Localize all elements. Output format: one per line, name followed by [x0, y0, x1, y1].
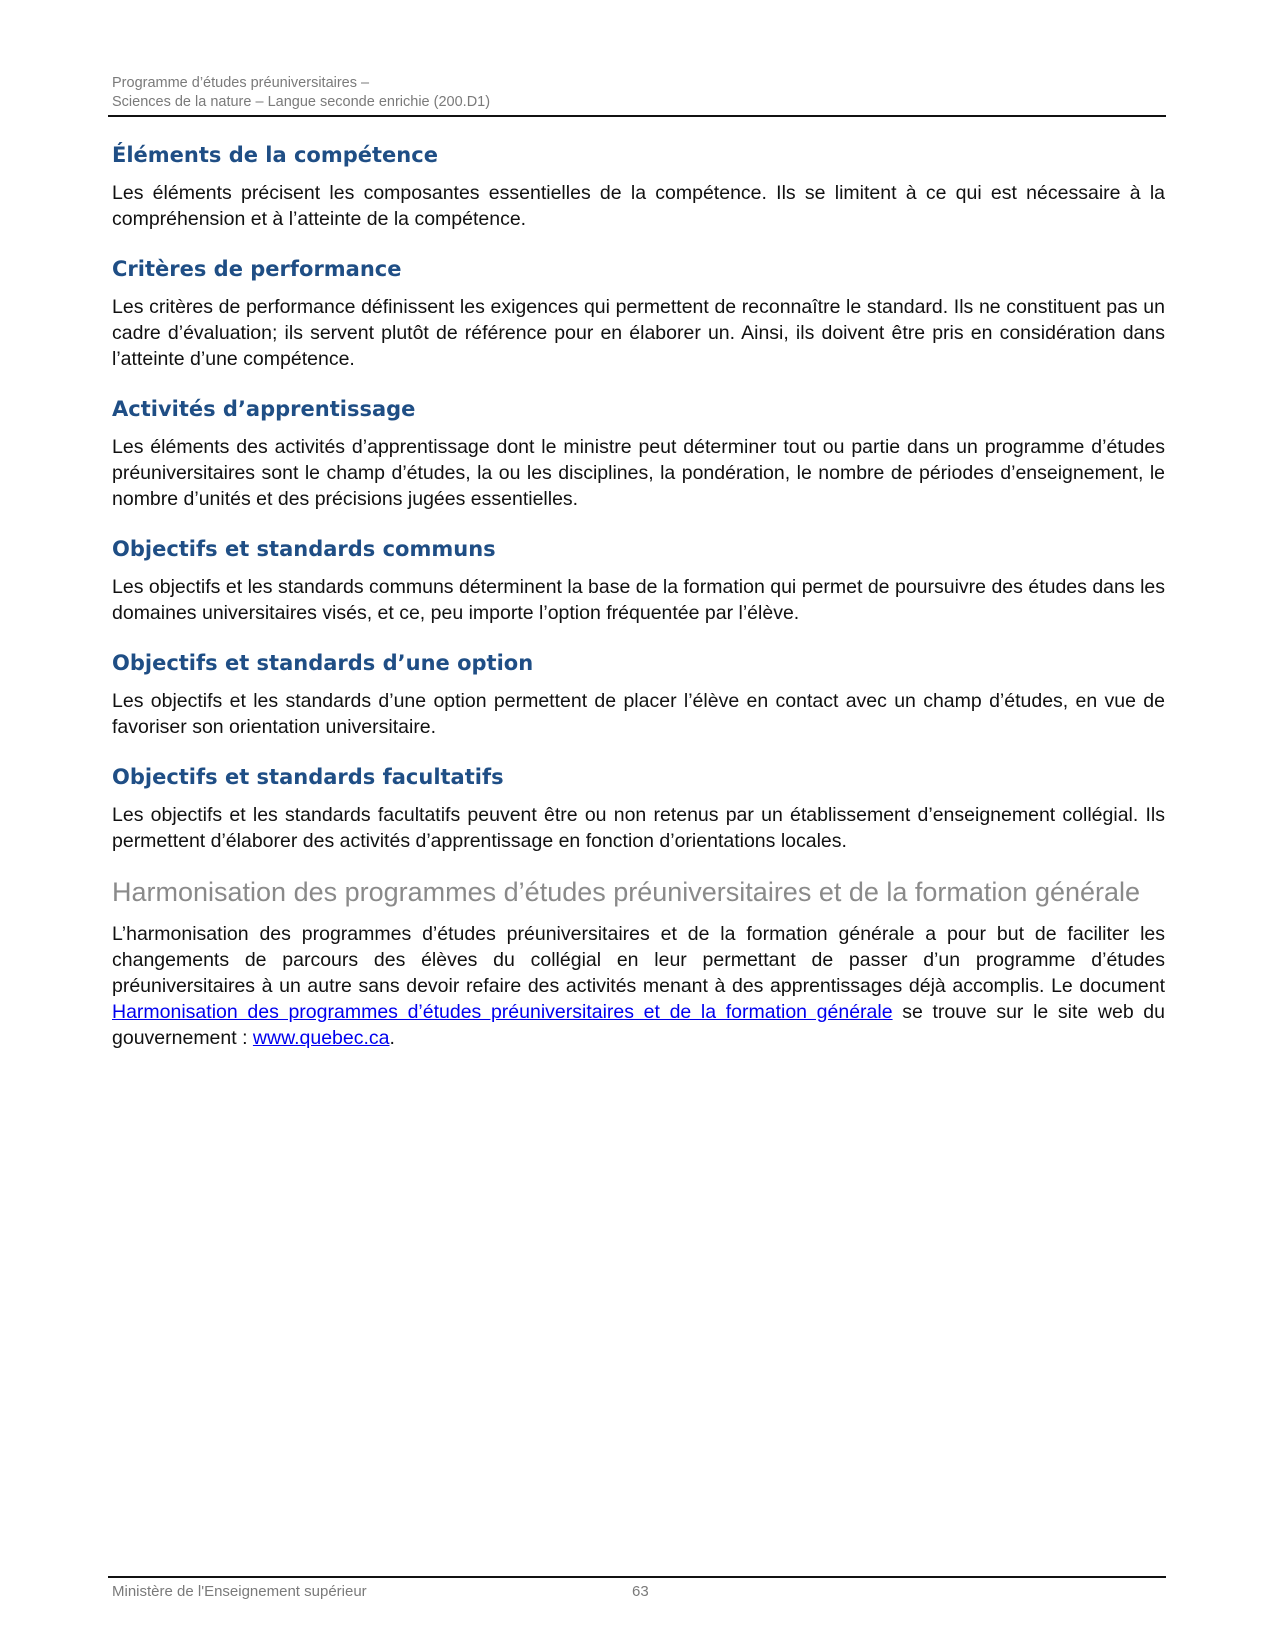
running-header-line-2: Sciences de la nature – Langue seconde enrichie (200.D1) — [112, 94, 491, 110]
section-heading-criteres: Critères de performance — [112, 257, 402, 281]
harmonisation-body-end: . — [389, 1027, 395, 1049]
section-body-elements: Les éléments précisent les composantes essentielles de la compétence. Ils se limitent à ce qui est nécessaire à la compréhension et à l’atteinte de la compétence. — [112, 182, 1165, 230]
header-divider — [108, 115, 1166, 117]
harmonisation-body-middle: se trouve sur le site web du gouvernement : — [112, 1001, 1166, 1049]
section-body-activites: Les éléments des activités d’apprentissage dont le ministre peut déterminer tout ou partie dans un programme d’études préuniversitaires sont le champ d’études, la ou les disciplines, la pondération, le nombre de périodes d’enseignement, le nombre d’unités et des précisions jugées essentielles. — [112, 436, 1165, 510]
section-heading-activites: Activités d’apprentissage — [112, 397, 416, 421]
page-number: 63 — [632, 1583, 649, 1600]
section-heading-objectifs-facultatifs: Objectifs et standards facultatifs — [112, 765, 504, 789]
harmonisation-body-start: L’harmonisation des programmes d’études préuniversitaires et de la formation générale a pour but de faciliter les changements de parcours des élèves du collégial en leur permettant de passer d’un programme d’études préuniversitaires à un autre sans devoir refaire des activités menant à des apprentissages déjà accomplis. Le document — [112, 923, 1165, 997]
harmonisation-heading: Harmonisation des programmes d’études préuniversitaires et de la formation générale — [112, 877, 1141, 907]
harmonisation-document-link[interactable]: Harmonisation des programmes d’études préuniversitaires et de la formation générale — [112, 1001, 893, 1023]
page-content — [112, 140, 1165, 1073]
quebec-site-link[interactable]: www.quebec.ca — [252, 1027, 390, 1049]
section-heading-objectifs-option: Objectifs et standards d’une option — [112, 651, 534, 675]
section-body-criteres: Les critères de performance définissent les exigences qui permettent de reconnaître le standard. Ils ne constituent pas un cadre d’évaluation; ils servent plutôt de référence pour en élaborer un. Ainsi, ils doivent être pris en considération dans l’atteinte d’une compétence. — [112, 296, 1165, 370]
section-heading-elements: Éléments de la compétence — [112, 143, 438, 167]
running-header-line-1: Programme d’études préuniversitaires – — [112, 75, 370, 91]
running-header — [112, 74, 1165, 112]
section-body-objectifs-option: Les objectifs et les standards d’une option permettent de placer l’élève en contact avec un champ d’études, en vue de favoriser son orientation universitaire. — [112, 690, 1165, 738]
section-body-objectifs-communs: Les objectifs et les standards communs déterminent la base de la formation qui permet de poursuivre des études dans les domaines universitaires visés, et ce, peu importe l’option fréquentée par l’élève. — [112, 576, 1165, 624]
harmonisation-body — [112, 921, 1165, 1051]
footer-divider — [108, 1576, 1166, 1578]
section-heading-objectifs-communs: Objectifs et standards communs — [112, 537, 496, 561]
footer-ministry: Ministère de l'Enseignement supérieur — [112, 1583, 367, 1600]
section-body-objectifs-facultatifs: Les objectifs et les standards facultatifs peuvent être ou non retenus par un établissement d’enseignement collégial. Ils permettent d’élaborer des activités d’apprentissage en fonction d’orientations locales. — [112, 804, 1165, 852]
